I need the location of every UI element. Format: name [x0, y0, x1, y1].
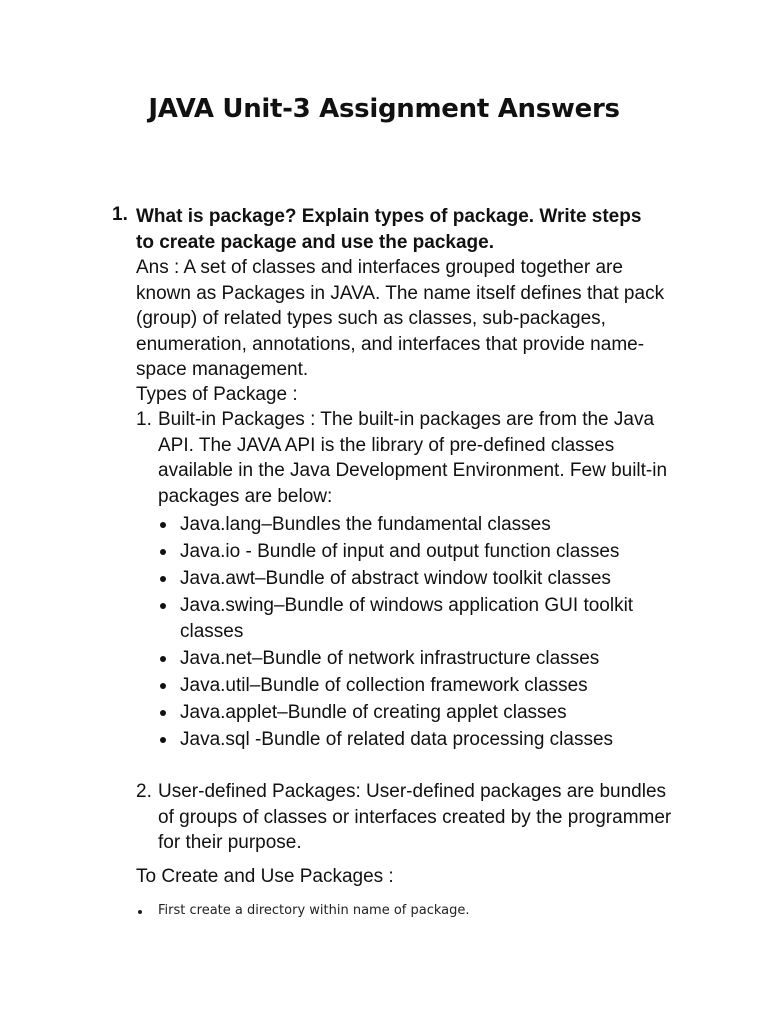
list-item [158, 566, 678, 592]
bullet-icon [160, 576, 166, 582]
package-entry: Java.net–Bundle of network infrastructure classes [180, 647, 600, 669]
builtin-package-list [158, 512, 678, 754]
list-item [158, 539, 678, 565]
package-entry: Java.io - Bundle of input and output function classes [180, 541, 620, 562]
package-entry: Java.awt–Bundle of abstract window toolkit classes [180, 568, 611, 589]
bullet-icon [160, 549, 166, 555]
builtin-number: 1. [136, 409, 152, 430]
bullet-icon [160, 710, 166, 716]
package-entry: Java.util–Bundle of collection framework classes [180, 674, 588, 696]
package-entry: Java.sql -Bundle of related data processing classes [180, 728, 614, 750]
list-item [158, 673, 678, 699]
user-defined-description: User-defined Packages: User-defined packages are bundles of groups of classes or interfaces created by the programmer for their purpose. [158, 781, 672, 853]
list-item [158, 727, 678, 753]
answer-paragraph: Ans : A set of classes and interfaces grouped together are known as Packages in JAVA. The name itself defines that pack (group) of related types such as classes, sub-packages, enumeration, annotations, and interfaces that provide name-space management. [136, 257, 665, 380]
bullet-icon [160, 522, 166, 528]
bullet-icon [160, 603, 166, 609]
question-number: 1. [112, 204, 128, 225]
bullet-icon [160, 737, 166, 743]
list-item [158, 700, 678, 726]
user-defined-number: 2. [136, 781, 152, 802]
step-text: First create a directory within name of package. [158, 903, 470, 918]
list-item [158, 512, 678, 538]
package-entry: Java.lang–Bundles the fundamental classes [180, 514, 551, 535]
package-entry: Java.applet–Bundle of creating applet classes [180, 701, 567, 723]
list-item [158, 646, 678, 672]
create-heading: To Create and Use Packages : [136, 866, 394, 887]
bullet-icon [160, 656, 166, 662]
document-title: JAVA Unit-3 Assignment Answers [148, 94, 620, 124]
list-item [158, 593, 678, 644]
bullet-icon [160, 683, 166, 689]
bullet-icon [138, 910, 142, 914]
builtin-description: Built-in Packages : The built-in packages are from the Java API. The JAVA API is the library of pre-defined classes available in the Java Development Environment. Few built-in packages are below: [158, 409, 668, 507]
package-entry: Java.swing–Bundle of windows application GUI toolkit classes [180, 595, 634, 642]
types-heading: Types of Package : [136, 384, 298, 405]
question-text: What is package? Explain types of package. Write steps to create package and use the package. [136, 206, 642, 253]
